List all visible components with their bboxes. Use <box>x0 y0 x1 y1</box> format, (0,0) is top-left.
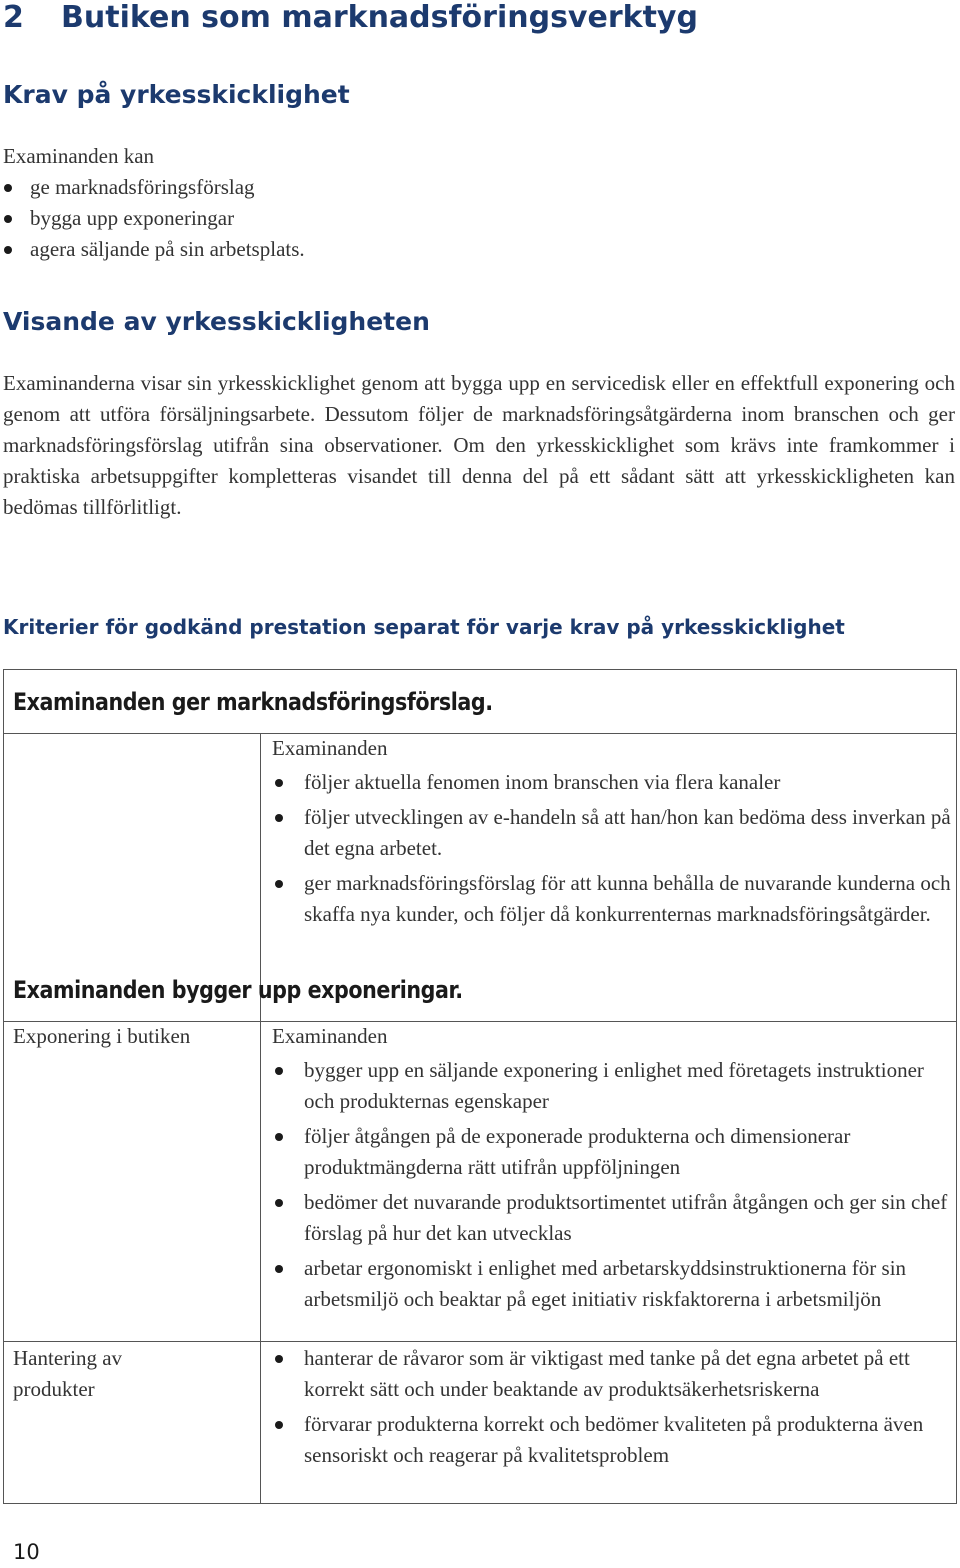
chapter-title: Butiken som marknadsföringsverktyg <box>61 0 698 35</box>
criteria-table <box>3 669 957 1504</box>
row-label: Exponering i butiken <box>13 1024 191 1048</box>
section-heading: Examinanden bygger upp exponeringar. <box>13 976 463 1004</box>
row-label: Hantering av produkter <box>13 1346 123 1401</box>
page-number: 10 <box>13 1540 40 1564</box>
visande-heading: Visande av yrkesskickligheten <box>3 307 430 336</box>
table-divider <box>4 1341 956 1342</box>
list-item: ge marknadsföringsförslag <box>3 172 955 203</box>
list-item: hanterar de råvaror som är viktigast med tanke på det egna arbetet på ett korrekt sätt och under beaktande av produktsäkerhetsriskerna <box>272 1343 952 1405</box>
column-divider <box>260 1021 261 1504</box>
list-item: följer åtgången på de exponerade produkterna och dimensionerar produktmängderna rätt utifrån uppföljningen <box>272 1121 952 1183</box>
visande-paragraph: Examinanderna visar sin yrkesskicklighet genom att bygga upp en servicedisk eller en effektfull exponering och genom att utföra försäljningsarbete. Dessutom följer de marknadsföringsåtgärderna inom branschen och ger marknadsföringsförslag utifrån sina observationer. Om den yrkesskicklighet som krävs inte framkommer i praktiska arbetsuppgifter kompletteras visandet till denna del på ett sådant sätt att yrkesskickligheten kan bedömas tillförlitligt. <box>3 371 955 519</box>
cell-lead: Examinanden <box>272 1024 388 1048</box>
criteria-cell <box>272 1343 952 1475</box>
list-item: agera säljande på sin arbetsplats. <box>3 234 955 265</box>
criteria-list <box>272 767 952 930</box>
list-item: följer utvecklingen av e-handeln så att han/hon kan bedöma dess inverkan på det egna arbetet. <box>272 802 952 864</box>
chapter-number: 2 <box>3 0 24 35</box>
list-item: följer aktuella fenomen inom branschen via flera kanaler <box>272 767 952 798</box>
criteria-list <box>272 1343 952 1471</box>
cell-lead: Examinanden <box>272 736 388 760</box>
list-item: arbetar ergonomiskt i enlighet med arbetarskyddsinstruktionerna för sin arbetsmiljö och beaktar på eget initiativ riskfaktorerna i arbetsmiljön <box>272 1253 952 1315</box>
section-heading: Examinanden ger marknadsföringsförslag. <box>13 688 493 716</box>
list-item: bygger upp en säljande exponering i enlighet med företagets instruktioner och produkternas egenskaper <box>272 1055 952 1117</box>
criteria-list <box>272 1055 952 1315</box>
krav-section <box>3 141 955 265</box>
criteria-cell <box>272 1021 952 1319</box>
list-item: förvarar produkterna korrekt och bedömer kvaliteten på produkterna även sensoriskt och reagerar på kvalitetsproblem <box>272 1409 952 1471</box>
list-item: ger marknadsföringsförslag för att kunna behålla de nuvarande kunderna och skaffa nya kunder, och följer då konkurrenternas marknadsföringsåtgärder. <box>272 868 952 930</box>
krav-heading: Krav på yrkesskicklighet <box>3 80 350 109</box>
kriterier-heading: Kriterier för godkänd prestation separat för varje krav på yrkesskicklighet <box>3 615 845 639</box>
list-item: bygga upp exponeringar <box>3 203 955 234</box>
criteria-cell <box>272 733 952 934</box>
chapter-heading <box>3 0 698 36</box>
list-item: bedömer det nuvarande produktsortimentet utifrån åtgången och ger sin chef förslag på hur det kan utvecklas <box>272 1187 952 1249</box>
krav-lead: Examinanden kan <box>3 144 155 168</box>
krav-list <box>3 172 955 265</box>
